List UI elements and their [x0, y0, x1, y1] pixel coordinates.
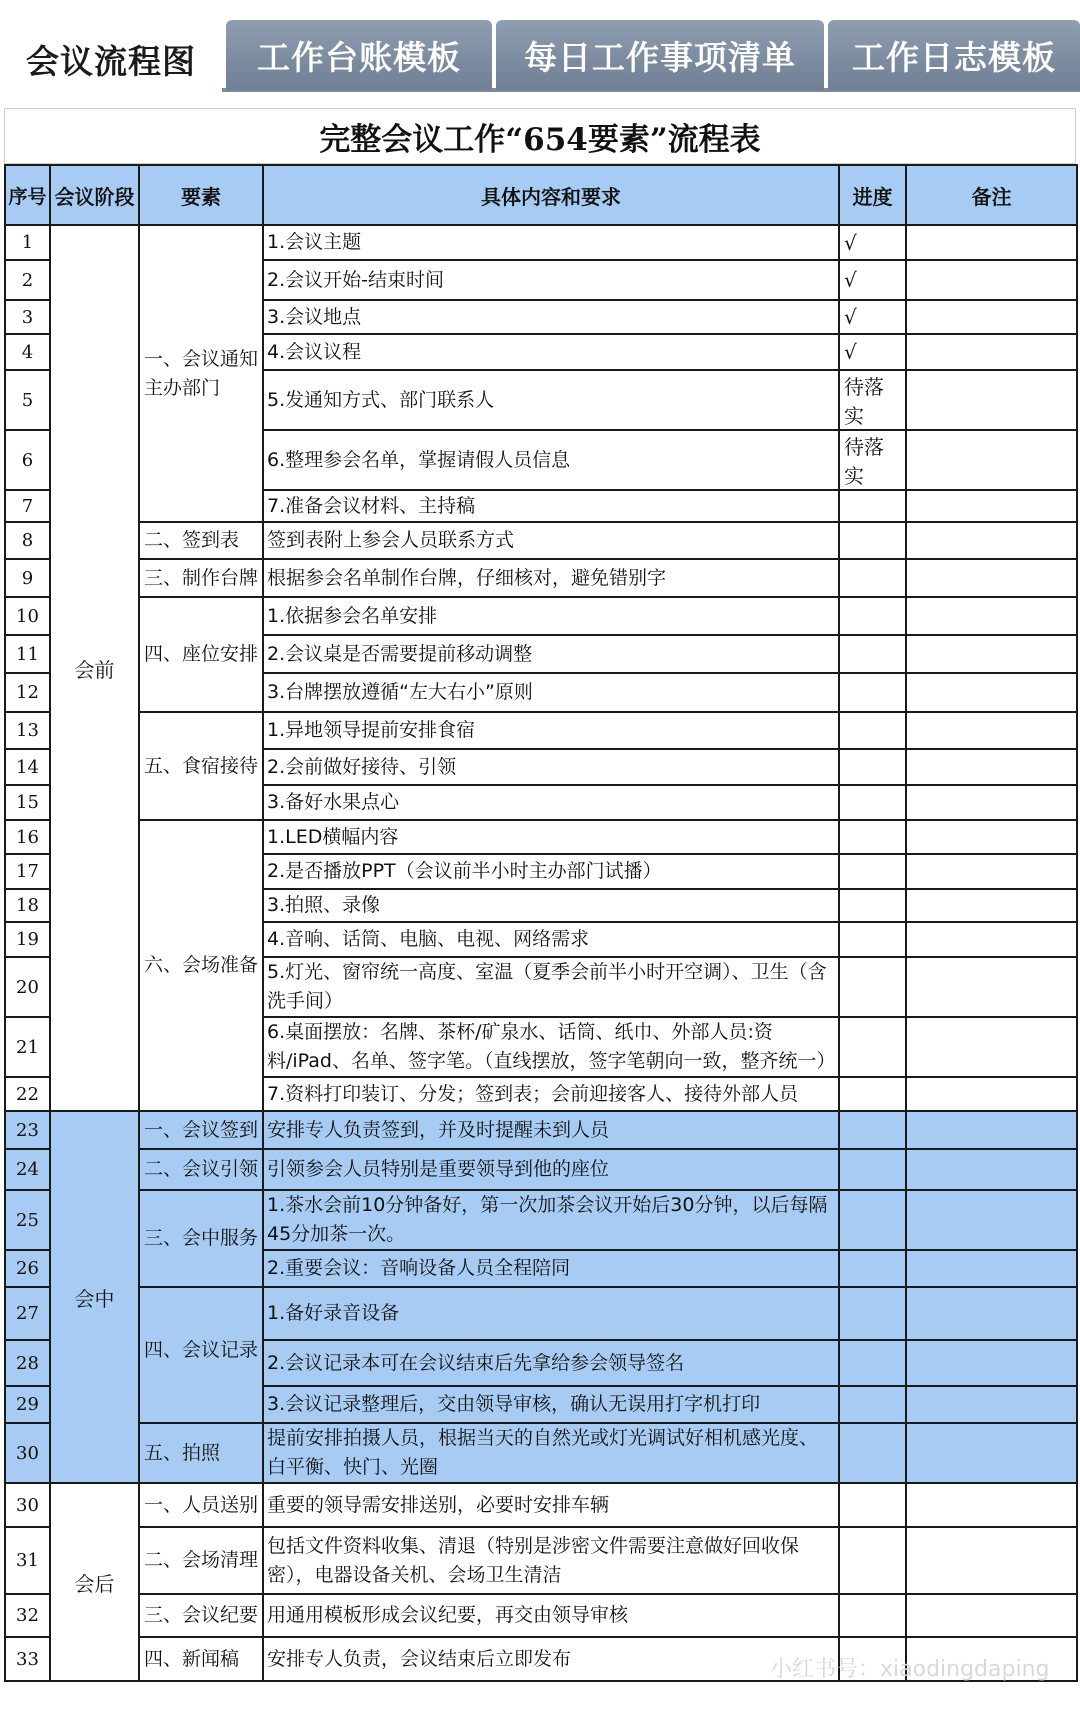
header-stage: 会议阶段	[50, 165, 139, 225]
row-seq: 8	[5, 522, 50, 559]
progress-cell	[839, 922, 906, 957]
content-cell: 安排专人负责签到，并及时提醒未到人员	[263, 1111, 839, 1149]
remark-cell	[906, 597, 1077, 635]
progress-cell	[839, 1287, 906, 1340]
row-seq: 16	[5, 820, 50, 854]
progress-cell: 待落实	[839, 430, 906, 490]
progress-cell	[839, 559, 906, 597]
content-cell: 7.准备会议材料、主持稿	[263, 490, 839, 522]
element-cell: 三、制作台牌	[139, 559, 263, 597]
progress-cell: √	[839, 260, 906, 300]
content-cell: 用通用模板形成会议纪要，再交由领导审核	[263, 1594, 839, 1637]
remark-cell	[906, 1527, 1077, 1594]
element-cell: 二、会场清理	[139, 1527, 263, 1594]
element-cell: 一、会议签到	[139, 1111, 263, 1149]
content-cell: 2.会前做好接待、引领	[263, 749, 839, 785]
element-cell: 三、会中服务	[139, 1190, 263, 1287]
content-cell: 包括文件资料收集、清退（特别是涉密文件需要注意做好回收保密），电器设备关机、会场卫生清洁	[263, 1527, 839, 1594]
content-cell: 2.会议记录本可在会议结束后先拿给参会领导签名	[263, 1340, 839, 1386]
element-cell: 二、会议引领	[139, 1149, 263, 1190]
row-seq: 5	[5, 370, 50, 430]
progress-cell: √	[839, 300, 906, 334]
progress-cell	[839, 820, 906, 854]
remark-cell	[906, 225, 1077, 260]
remark-cell	[906, 522, 1077, 559]
remark-cell	[906, 1111, 1077, 1149]
progress-cell	[839, 957, 906, 1017]
remark-cell	[906, 260, 1077, 300]
progress-cell	[839, 1594, 906, 1637]
row-seq: 33	[5, 1637, 50, 1681]
remark-cell	[906, 749, 1077, 785]
content-cell: 6.桌面摆放：名牌、茶杯/矿泉水、话筒、纸巾、外部人员:资料/iPad、名单、签字笔。（直线摆放，签字笔朝向一致，整齐统一）	[263, 1017, 839, 1077]
stage-before: 会前	[50, 225, 139, 1111]
element-cell: 一、会议通知主办部门	[139, 225, 263, 522]
remark-cell	[906, 490, 1077, 522]
header-row	[5, 165, 1077, 225]
progress-cell	[839, 673, 906, 712]
progress-cell	[839, 1149, 906, 1190]
element-cell: 六、会场准备	[139, 820, 263, 1111]
row-seq: 12	[5, 673, 50, 712]
tab-daily-checklist[interactable]: 每日工作事项清单	[496, 20, 824, 90]
row-seq: 18	[5, 889, 50, 922]
table-row	[5, 1111, 1077, 1149]
progress-cell	[839, 785, 906, 820]
remark-cell	[906, 1340, 1077, 1386]
remark-cell	[906, 922, 1077, 957]
progress-cell	[839, 1423, 906, 1483]
table-row	[5, 1527, 1077, 1594]
remark-cell	[906, 559, 1077, 597]
row-seq: 11	[5, 635, 50, 673]
progress-cell	[839, 712, 906, 749]
element-cell: 二、签到表	[139, 522, 263, 559]
content-cell: 2.重要会议：音响设备人员全程陪同	[263, 1250, 839, 1287]
content-cell: 2.是否播放PPT（会议前半小时主办部门试播）	[263, 854, 839, 889]
content-cell: 1.茶水会前10分钟备好，第一次加茶会议开始后30分钟，以后每隔45分加茶一次。	[263, 1190, 839, 1250]
row-seq: 4	[5, 334, 50, 370]
row-seq: 10	[5, 597, 50, 635]
content-cell: 2.会议桌是否需要提前移动调整	[263, 635, 839, 673]
header-seq: 序号	[5, 165, 50, 225]
remark-cell	[906, 1149, 1077, 1190]
row-seq: 6	[5, 430, 50, 490]
row-seq: 1	[5, 225, 50, 260]
content-cell: 5.发通知方式、部门联系人	[263, 370, 839, 430]
row-seq: 27	[5, 1287, 50, 1340]
element-cell: 五、拍照	[139, 1423, 263, 1483]
table-row	[5, 1287, 1077, 1340]
content-cell: 根据参会名单制作台牌，仔细核对，避免错别字	[263, 559, 839, 597]
remark-cell	[906, 635, 1077, 673]
header-progress: 进度	[839, 165, 906, 225]
row-seq: 19	[5, 922, 50, 957]
progress-cell	[839, 749, 906, 785]
progress-cell	[839, 854, 906, 889]
row-seq: 23	[5, 1111, 50, 1149]
progress-cell	[839, 522, 906, 559]
element-cell: 一、人员送别	[139, 1483, 263, 1527]
row-seq: 7	[5, 490, 50, 522]
content-cell: 3.台牌摆放遵循“左大右小”原则	[263, 673, 839, 712]
remark-cell	[906, 1017, 1077, 1077]
row-seq: 2	[5, 260, 50, 300]
header-content: 具体内容和要求	[263, 165, 839, 225]
row-seq: 26	[5, 1250, 50, 1287]
content-cell: 1.会议主题	[263, 225, 839, 260]
element-cell: 五、食宿接待	[139, 712, 263, 820]
tab-meeting-flowchart[interactable]: 会议流程图	[0, 24, 222, 94]
content-cell: 7.资料打印装订、分发；签到表；会前迎接客人、接待外部人员	[263, 1077, 839, 1111]
remark-cell	[906, 785, 1077, 820]
content-cell: 提前安排拍摄人员，根据当天的自然光或灯光调试好相机感光度、白平衡、快门、光圈	[263, 1423, 839, 1483]
row-seq: 22	[5, 1077, 50, 1111]
table-row	[5, 1423, 1077, 1483]
element-cell: 三、会议纪要	[139, 1594, 263, 1637]
content-cell: 3.拍照、录像	[263, 889, 839, 922]
row-seq: 14	[5, 749, 50, 785]
content-cell: 5.灯光、窗帘统一高度、室温（夏季会前半小时开空调）、卫生（含洗手间）	[263, 957, 839, 1017]
content-cell: 引领参会人员特别是重要领导到他的座位	[263, 1149, 839, 1190]
row-seq: 15	[5, 785, 50, 820]
content-cell: 1.LED横幅内容	[263, 820, 839, 854]
table-row	[5, 820, 1077, 854]
progress-cell	[839, 597, 906, 635]
content-cell: 安排专人负责，会议结束后立即发布	[263, 1637, 839, 1681]
content-cell: 3.备好水果点心	[263, 785, 839, 820]
row-seq: 31	[5, 1527, 50, 1594]
progress-cell	[839, 1340, 906, 1386]
content-cell: 签到表附上参会人员联系方式	[263, 522, 839, 559]
content-cell: 1.依据参会名单安排	[263, 597, 839, 635]
row-seq: 20	[5, 957, 50, 1017]
progress-cell	[839, 1386, 906, 1423]
table-row	[5, 1483, 1077, 1527]
tab-work-log[interactable]: 工作日志模板	[828, 20, 1080, 90]
progress-cell: √	[839, 225, 906, 260]
watermark: 小红书号：xiaodingdaping	[770, 1657, 1050, 1682]
row-seq: 21	[5, 1017, 50, 1077]
progress-cell	[839, 1017, 906, 1077]
row-seq: 3	[5, 300, 50, 334]
row-seq: 24	[5, 1149, 50, 1190]
row-seq: 13	[5, 712, 50, 749]
tab-work-ledger[interactable]: 工作台账模板	[226, 20, 492, 90]
progress-cell	[839, 1527, 906, 1594]
table-title: 完整会议工作“654要素”流程表	[4, 108, 1076, 164]
remark-cell	[906, 1190, 1077, 1250]
row-seq: 25	[5, 1190, 50, 1250]
row-seq: 17	[5, 854, 50, 889]
remark-cell	[906, 957, 1077, 1017]
content-cell: 重要的领导需安排送别，必要时安排车辆	[263, 1483, 839, 1527]
stage-during: 会中	[50, 1111, 139, 1483]
progress-cell	[839, 1250, 906, 1287]
content-cell: 3.会议记录整理后，交由领导审核，确认无误用打字机打印	[263, 1386, 839, 1423]
progress-cell	[839, 1077, 906, 1111]
remark-cell	[906, 1077, 1077, 1111]
table-row	[5, 1594, 1077, 1637]
row-seq: 30	[5, 1483, 50, 1527]
remark-cell	[906, 712, 1077, 749]
flow-table	[4, 164, 1078, 1682]
remark-cell	[906, 1594, 1077, 1637]
element-cell: 四、会议记录	[139, 1287, 263, 1423]
stage-after: 会后	[50, 1483, 139, 1681]
header-element: 要素	[139, 165, 263, 225]
progress-cell	[839, 635, 906, 673]
content-cell: 4.会议议程	[263, 334, 839, 370]
content-cell: 2.会议开始-结束时间	[263, 260, 839, 300]
row-seq: 29	[5, 1386, 50, 1423]
element-cell: 四、新闻稿	[139, 1637, 263, 1681]
progress-cell: √	[839, 334, 906, 370]
remark-cell	[906, 1386, 1077, 1423]
remark-cell	[906, 1423, 1077, 1483]
remark-cell	[906, 300, 1077, 334]
progress-cell	[839, 1483, 906, 1527]
remark-cell	[906, 370, 1077, 430]
table-row	[5, 225, 1077, 260]
row-seq: 32	[5, 1594, 50, 1637]
content-cell: 3.会议地点	[263, 300, 839, 334]
remark-cell	[906, 889, 1077, 922]
table-row	[5, 712, 1077, 749]
table-row	[5, 1149, 1077, 1190]
remark-cell	[906, 1287, 1077, 1340]
content-cell: 1.异地领导提前安排食宿	[263, 712, 839, 749]
remark-cell	[906, 334, 1077, 370]
tab-bar	[0, 0, 1080, 92]
remark-cell	[906, 1483, 1077, 1527]
header-remark: 备注	[906, 165, 1077, 225]
row-seq: 28	[5, 1340, 50, 1386]
table-row	[5, 522, 1077, 559]
content-cell: 6.整理参会名单，掌握请假人员信息	[263, 430, 839, 490]
remark-cell	[906, 673, 1077, 712]
table-row	[5, 597, 1077, 635]
row-seq: 30	[5, 1423, 50, 1483]
remark-cell	[906, 1250, 1077, 1287]
row-seq: 9	[5, 559, 50, 597]
content-cell: 1.备好录音设备	[263, 1287, 839, 1340]
sheet	[4, 108, 1076, 1673]
table-row	[5, 559, 1077, 597]
remark-cell	[906, 430, 1077, 490]
progress-cell	[839, 889, 906, 922]
progress-cell: 待落实	[839, 370, 906, 430]
element-cell: 四、座位安排	[139, 597, 263, 712]
progress-cell	[839, 1111, 906, 1149]
remark-cell	[906, 820, 1077, 854]
remark-cell	[906, 854, 1077, 889]
content-cell: 4.音响、话筒、电脑、电视、网络需求	[263, 922, 839, 957]
progress-cell	[839, 490, 906, 522]
progress-cell	[839, 1190, 906, 1250]
table-row	[5, 1190, 1077, 1250]
